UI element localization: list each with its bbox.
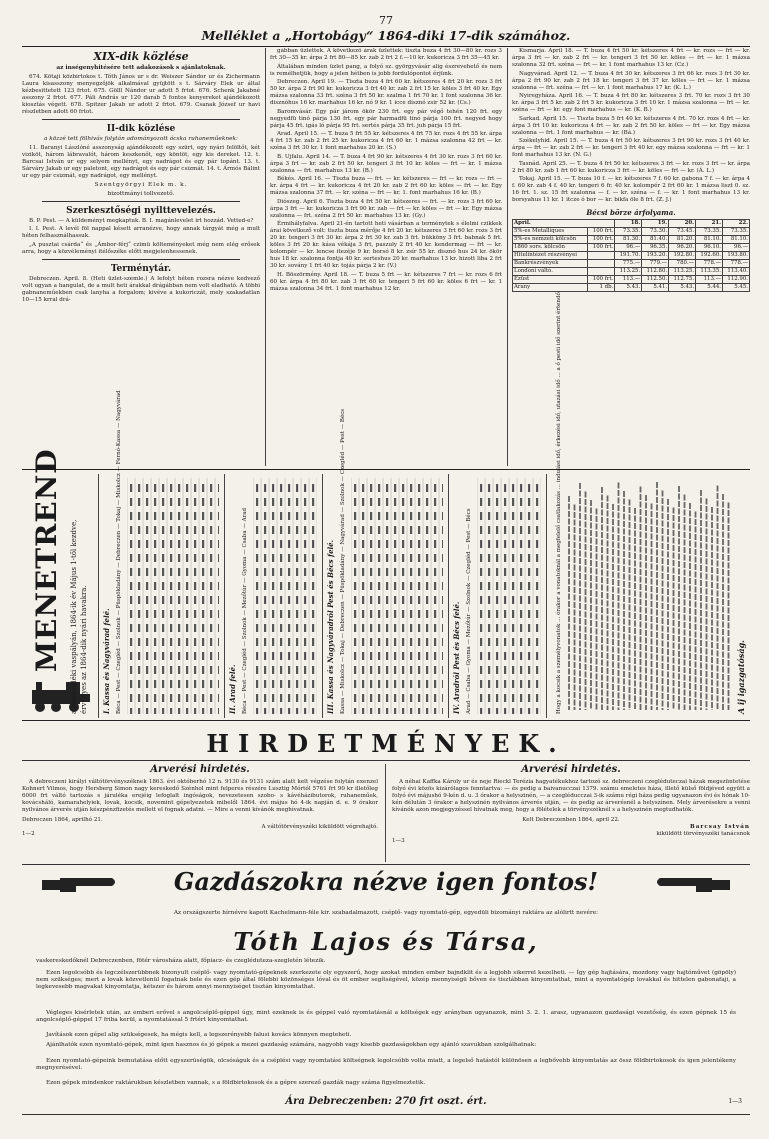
market-report-kismarja: Kismarja. April 18. — T. buza 4 frt 50 kr. kétszeres 4 frt — kr. rozs — frt — kr. árpa 3 frt — kr. zab 2 frt — kr. tengeri 3 frt 50 kr. köles — frt — kr. 1 mázsa szalonna 32 frt. széna — frt — kr. 1 font marhahus 13 kr. (Cz.) <box>512 48 750 68</box>
bourse-value: 81.40. <box>642 236 669 244</box>
thresher-ad-paragraph-2: Végleges kisérletek után, az emberi erővel s angolcséplő-géppel úgy, mint ezeknek is és géppel való nyomtatásnál a költségek egy arányban ugyanazok, mint 3. 2. 1. arasz, ugyanazon gazdasági vezetőség, és ezen gépnek 15 és angolcséplő-géppel 17 friba kerül, a nyomtatással 5 frtért kinyomtathat. <box>36 1010 736 1024</box>
bourse-value: 5.45. <box>723 284 750 292</box>
market-report-arad: Arad. April 15. — T. buza 5 frt 55 kr. kétszeres 4 frt 75 kr. rozs 4 frt 55 kr. árpa 4 frt 15 kr. zab 2 frt 25 kr. kukoricza 4 frt 60 kr. 1 mázsa szalonna 42 frt — kr. széna 3 frt 30 kr. 1 font marhahus 20 kr. (S.) <box>270 131 502 151</box>
market-report-tokaj: Tokaj. April 15. — T. buza 10 f. — kr. kétszeres 7 f. 60 kr. gabona 7 f. — kr. árpa 4 f. 60 kr. zab 4 f. 40 kr. tengeri 6 fr. 40 kr. kolompér 2 frt 60 kr. 1 mázsa liszt 0. sz. 16 frt. 1. sz. 15 frt szalonna — f. — kr. széna — f. — kr. 1 font marhahus 13 kr. borsyahus 11 kr. 1 itcze ó bor — kr. bikfa öle 8 frt. (Z. J.) <box>512 176 750 203</box>
thresher-ad-paragraph-4: Ajánlhatók ezen nyomtató-gépek, mint igen hasznos és jó gépek a mezei gazdaság számára, nagyobb vagy kisebb gazdaságokban egy ajánló szavukban szolgálhatnak: <box>46 1042 537 1048</box>
column-1 <box>22 48 260 466</box>
thresher-ad-intro: Az országszerte hírnévre kapott Kachelmann-féle kir. szabadalmazott, cséplő- vagy nyomtató-gép, egyedüli bizományi raktára az alólirtt nevére: <box>173 910 599 916</box>
bourse-row-nominal <box>588 252 615 260</box>
thresher-ad-paragraph-1: Ezen legolcsóbb és legczélszerübbnek bizonyult cséplő- vagy nyomtató-gépeknek szerkezete oly egyszerű, hogy azokat minden ember bajndklit és a legjobb sikerrel kezelheti. — Így gép hajtására, mozdony vagy hajtóművet (göpöly) nem szükséges; mert a lovak közvetlenül fogatnak bele és ezen gép által fölebbi közönséges lóval és öt ember segítségével, közép mennyiségü bőven és tisztábban kinyomtathat, mint a nyomtatógép lovakkal és hittelen gabonafaji, a legkevesebb magvakat kinyomtatja, kétszer és három annyi mennyiséget tisztán kinyomtathat. <box>36 970 736 991</box>
bourse-value: 81.10. <box>696 236 723 244</box>
bourse-row-label: Ezüst <box>513 276 588 284</box>
bourse-value: 112.50. <box>642 276 669 284</box>
firm-name: Tóth Lajos és Társa, <box>233 927 539 956</box>
market-report-boszormeny: H. Böszörmény. April 18. — T. buza 5 frt — kr. kétszeres 7 frt — kr. rozs 6 frt 60 kr. árpa 4 frt 80 kr. zab 3 frt 60 kr. tengeri 5 frt 60 kr. köles 6 frt — kr. 1 mázsa szalonna 34 frt. 1 font marhahus 12 kr. <box>270 271 502 292</box>
bourse-value: 191.70. <box>615 252 642 260</box>
column-rule <box>507 48 508 466</box>
bourse-value: 73.35. <box>696 228 723 236</box>
timetable-grid <box>127 478 219 714</box>
bourse-row-label: Bankrészvények <box>513 260 588 268</box>
bourse-row <box>513 236 750 244</box>
firm-address: vaskereskedőknél Debreczenben, fötér városháza alatt, főpiacz- és czegléduteza-szegletén létezik. <box>36 958 326 964</box>
timetable-block-stations: Béca — Pest — Czegléd — Szolnok — Mezőtúr — Gyoma — Csaba — Arad <box>242 507 248 714</box>
auction-notice-body: A néhai Kaffka Károly ur és neje Rieckl Terézia hagyatékukhoz tartozó sz. debreczeni czegléduteczai házak megszüntetése folyó évi közös kizárólagos fenntartva: — és pedig a baivanucczai 1379. számu emeletes háza, illető külső földjéved együtt a folyó évi májushó 9-kén d. u. 3 órakor a helyszinén, — a czegléducczai 3-ik számu régi háza pedig ugyanazon évi és hónak 10-kén délután 3 órakor a helyszinén nyilvános árverés utján, — és pedig az árverésnél a helyszínen. Mely árverésekre a venni kívánók azon megjegyzéssel hívatnak meg, hogy a fölételek a törvényszéknél s a helyszinén megtudhatók. <box>392 779 750 813</box>
bourse-row-nominal: 100 frt. <box>588 276 615 284</box>
timetable-block-3 <box>322 408 446 718</box>
running-head: Melléklet a „Hortobágy“ 1864-diki 17-dik számához. <box>22 28 750 47</box>
letters-paragraph-3: „A pusztai csárda“ és „Ámbor-férj“ czimü költeményeket még nem elég erősek arra, hogy a közvéleményi itélőszéke előtt megjelenhessenek. <box>22 241 260 255</box>
page-number: 77 <box>379 14 393 27</box>
auction-notice-1 <box>22 764 378 862</box>
timetable-block-stations: Béca — Pest — Czegléd — Szolnok — Püspökladány — Debreczen — Tokaj — Miskolcz — Fernó-Kassa — Nagyvárad <box>116 390 122 714</box>
auction-notice-ref: 1—2 <box>22 831 35 837</box>
timetable-subtitle-2: érvényes az 1864-dik nyári havakra. <box>80 585 88 714</box>
bourse-row-nominal <box>588 268 615 276</box>
bourse-value: 779.— <box>642 260 669 268</box>
timetable-title: MENETREND <box>30 448 63 672</box>
bourse-row-nominal: 100 frt. <box>588 236 615 244</box>
section-title-market: Terménytár. <box>110 263 172 274</box>
bourse-value: 96.35. <box>642 244 669 252</box>
column-3 <box>512 48 750 466</box>
timetable-grid <box>477 478 541 714</box>
letters-paragraph-1: B. P. Pest. — A küldeményt megkaptuk. B. I. magánlevelet irt hozzád. Vetted-e? <box>29 217 254 224</box>
bourse-header-label: April. <box>513 220 615 228</box>
section-title-donations: XIX-dik közlése <box>93 50 189 63</box>
auction-notice-body: A debreczeni királyi váltótörvényszéknek 1863. évi októberhó 12 n. 9130 és 9131 szám alatt kelt végzése folytán exenzel Kohnert Vilmos, hogy Hersberg Simon nagy kereskedő Szénhol mint felperes részére Lusztig Mórtól 5761 frt 90 kr illetőleg 6000 frt váltó tartozás s járuléka erejéig lefoglalt ingóságok, nevezetesen szobo- s kávéházibutorok, ruhaneműek, kovácsháló, kamarahelyiek, lovak, kocsik, novemint gépelyezetek mibelől 1864. évi május hó 4-ik napján d. e. 9 órakor nyilvános árverés utján készpénzfizetés mellett el fognak adatni. — Mire a venni kívánók meghívatnak. <box>22 779 378 813</box>
bourse-value: 73.35. <box>723 228 750 236</box>
bourse-value: 113.40. <box>723 268 750 276</box>
bourse-date: 19. <box>642 220 669 228</box>
timetable-subtitle-1: a tiszavidéki vaspályán, 1864-ik év Május 1-től kezdve, <box>70 519 78 714</box>
bourse-row <box>513 268 750 276</box>
bourse-row-label: Londoni váltó. <box>513 268 588 276</box>
bourse-date: 22. <box>723 220 750 228</box>
timetable-block-stations: Arad — Csaba — Gyoma — Mezőtúr — Szolnok — Czegléd — Pest — Bécs <box>466 508 472 714</box>
timetable-block-1 <box>98 390 222 718</box>
auction-notice-signer-role: kiküldött törvényszéki tanácsnok <box>656 831 750 837</box>
auction-notice-title: Árverési hirdetés. <box>150 764 250 775</box>
section-subtitle-clothing: a közzé tett fölhivás folytán adományozott ócska ruhaneműeknek: <box>43 136 239 142</box>
bourse-value: 73.35. <box>615 228 642 236</box>
letters-paragraph-2: I. I. Pest. A levél föl nappal késett arranézve, hogy annak tárgyát még a mult héten felhasználhassuk. <box>22 226 260 239</box>
auction-notice-footer <box>22 817 378 824</box>
thresher-price: Ára Debreczenben: 270 frt oszt. ért. <box>285 1096 487 1107</box>
bourse-value: 112.90. <box>723 276 750 284</box>
thresher-ad-ref: 1—3 <box>728 1098 742 1105</box>
bourse-value: 5.44. <box>696 284 723 292</box>
timetable-block-stations: Kassa — Miskolcz — Tokaj — Debreczen — Püspökladány — Nagyvárad — Szolnok — Czegléd — Pest — Bécs <box>340 408 346 714</box>
auction-notice-2 <box>392 764 750 862</box>
market-report-bujfalu: B. Ujfalu. April 14. — T. buza 4 frt 90 kr. kétszeres 4 frt 30 kr. rozs 3 frt 60 kr. árpa 3 frt — kr. zab 2 frt 50 kr. tengeri 3 frt 10 kr. köles — frt — kr. 1 mázsa szalonna — frt. marhahus 13 kr. (B.) <box>270 153 502 174</box>
section-title-letters: Szerkesztőségi nyilttevelezés. <box>66 205 216 216</box>
market-report-nagyvarad: Nagyvárad. April 12. — T. buza 4 frt 30 kr. kétszeres 3 frt 66 kr. rozs 3 frt 30 kr. árpa 2 frt 90 kr. zab 2 frt 18 kr. tengeri 3 frt 37 kr. köles — frt — kr. 1 mázsa szalonna — frt. széna — frt — kr. 1 font marhahus 17 kr. (K. L.) <box>512 70 750 91</box>
bourse-value: 96.20. <box>669 244 696 252</box>
market-report-livestock: Baromvásár. Egy pár járom ökör 230 frt. egy pár végő tehén 120 frt. egy negyedfü tinó párja 130 frt. egy pár harmadfü tinó párja 100 frt. negyed hogy párja 45 frt. igás ló párja 95 frt. sertés párja 35 frt. juh párja 15 frt. <box>270 108 502 129</box>
divider <box>22 1114 750 1115</box>
market-report-tasnad: Tasnád. April 25. — T. buza 4 frt 50 kr. kétszeres 3 frt — kr. rozs 3 frt — kr. árpa 2 frt 80 kr. zab 1 frt 60 kr. kukoricza 3 frt — kr. köles — frt — kr. (Á. L.) <box>512 160 750 174</box>
donations-paragraph: 674. Kötaji közbirtokos t. Tóth János ur s dr. Weiszer Sándor ur és Zichermann Laura kisasszony menyegzőjök alkalmával gyüjtött s t. Sárváry Elek ur által kézbesittetett 123 frtot. 675. Gölll Nándor ur adott 5 frtot. 676. Schenk Jakabné asszony 2 frtot. 677. Páli András ur 120 darab 5 fontos kenyereket ajándékozott kiosztás végett. 678. Spitzer Jakab ur adott 2 frtot. 679. Csanak József ur havi részletben adott 60 frtot. <box>22 74 260 115</box>
bourse-value: 5.43. <box>669 284 696 292</box>
bourse-value: 113.25. <box>669 268 696 276</box>
bourse-value: 96.10. <box>696 244 723 252</box>
divider <box>42 201 240 202</box>
divider <box>22 864 750 865</box>
column-rule <box>385 764 386 862</box>
bourse-value: 775.— <box>615 260 642 268</box>
bourse-date: 21. <box>696 220 723 228</box>
bourse-value: 5.41. <box>642 284 669 292</box>
bourse-value: 5.43. <box>615 284 642 292</box>
market-paragraph-general: Általában minden üzlet pang, a folyó sz. györgyvásár alig észrevehető és nem is remélhetjük, hogy a jelen hétben is jobb fordulópontot érjünk. <box>270 63 502 77</box>
bourse-row <box>513 244 750 252</box>
bourse-row <box>513 276 750 284</box>
bourse-value: 193.20. <box>642 252 669 260</box>
timetable-notes-text: Hogy a kocsik a személyvonatok ... órakor a vonatoknál a megfelelő csatlakozás ... indulási idő, érkezési idő, utazási idő ... a ő pesti idő szerint értendő. <box>556 290 562 714</box>
divider <box>22 760 750 761</box>
bourse-value: 778.— <box>723 260 750 268</box>
bourse-row-label: 5%-es Metalliques <box>513 228 588 236</box>
timetable-block-title: II. Arad felé. <box>228 664 237 714</box>
bourse-value: 780.— <box>669 260 696 268</box>
bourse-value: 113.— <box>615 276 642 284</box>
pointing-hand-left-icon <box>652 872 730 896</box>
thresher-ad-paragraph-6: Ezen gépek mindenkor raktárukban készletben vannak, s a földbirtokosok és a gépre szerező gazdák nagy száma figyelmeztetik. <box>46 1080 426 1086</box>
timetable-block-title: I. Kassa és Nagyvárad felé. <box>102 608 111 714</box>
bourse-value: 96.— <box>615 244 642 252</box>
section-title-clothing: II-dik közlése <box>106 124 176 134</box>
auction-notice-date: Kelt Debreczenben 1864, april 22. <box>522 817 620 823</box>
bourse-value: 192.60. <box>696 252 723 260</box>
bourse-value: 113.35. <box>696 268 723 276</box>
market-paragraph-cont: gábban üzlettek. A következő árak üzlettek: tiszta buza 4 frt 30—80 kr. rozs 3 frt 30—35 kr. árpa 2 frt 80—85 kr. zab 2 frt 2 f.—10 kr. kukoricza 3 frt 35—45 kr. <box>270 48 502 61</box>
bourse-value: 81.10. <box>723 236 750 244</box>
bourse-row-nominal: 100 frt. <box>588 228 615 236</box>
bourse-row <box>513 260 750 268</box>
section-subtitle-donations: az inségenyhitésére tett adakozások s ajánlatoknak. <box>56 65 226 71</box>
announcements-title: HIRDETMÉNYEK. <box>206 729 566 758</box>
bourse-row-label: Hitelintézet részvényei <box>513 252 588 260</box>
bourse-value: 112.75. <box>669 276 696 284</box>
timetable-section <box>22 290 750 721</box>
market-report-dioszeg: Diószeg. April 6. Tiszta buza 4 frt 50 kr. kétszeres — frt. — kr. rozs 3 frt 60 kr. árpa 3 frt — kr. kukoricza 3 frt 90 kr. zab — frt — kr. köles — frt — kr. Egy mázsa szalonna — frt. széna 2 frt 50 kr. marhahus 13 kr. (Gy.) <box>270 198 502 219</box>
thresher-ad-title: Gazdászokra nézve igen fontos! <box>173 867 599 896</box>
bourse-value: 113.— <box>696 276 723 284</box>
bourse-title: Bécsi börze árfolyama. <box>586 208 676 217</box>
divider <box>42 259 240 260</box>
bourse-value: 112.80. <box>642 268 669 276</box>
timetable-grid <box>351 478 443 714</box>
timetable-block-4 <box>448 474 544 718</box>
bourse-value: 73.45. <box>669 228 696 236</box>
thresher-ad-paragraph-5: Ezen nyomtató-gépeink bemutatása előtt egyszerüségök, olcsóságuk és a cséplési vagy nyomtatási költségnek legolcsóbb volta miatt, a legelső hatástól különösen a legbővebb kinyomtatás az össz földbirtokosok és igen jelentékeny megnyerésével. <box>36 1058 736 1072</box>
timetable-notes-title: A ij igazgatóság. <box>736 640 746 714</box>
market-report-bekes: Békés. April 16. — Tiszta buza — frt. — kr. kétszeres — frt — kr. rozs — frt — kr. árpa 4 frt — kr. kukoricza 4 frt 20 kr. zab 2 frt 60 kr. köles — frt — kr. Egy mázsa szalonna 37 frt. — kr. széna — frt — kr. 1. font marhahus 16 kr. (B.) <box>270 176 502 196</box>
clothing-paragraph: 11. Baranyi Lászlóné asszonyság ajándékozott egy szürt, egy nyári felöltőt, két viziköt, három lábravalót, három keszkenőt, egy köntöt, egy kis dereket. 12. t. Barcsai István ur egy selyem mellényt, egy nadrágot és egy pár topánt. 13. t. Sárváry Jakab ur egy paletont, egy nadrágot és egy pár csizmát. 14. t. Ármós Bálint ur egy pár csizmát, egy nadrágot, egy mellényt. <box>22 145 260 179</box>
pointing-hand-right-icon <box>42 872 120 896</box>
market-report-debreczen: Debreczen. April 19. — Tiszta buza 4 frt 60 kr. kétszeres 4 frt 20 kr. rozs 3 frt 50 kr. árpa 2 frt 90 kr. kukoricza 3 frt 40 kr. zab 2 frt 15 kr. köles 3 frt 40 kr. Egy mázsa szalonna 33 frt. széna 3 frt 50 kr. szalma 1 frt 70 kr. 1 font szalonna 36 kr. disznóhus 16 kr. marhahus 16 kr. nó 9 kr. 1 icce disznó zsir 52 kr. (Cs.) <box>270 79 502 106</box>
timetable-notes <box>546 290 750 718</box>
bourse-row <box>513 228 750 236</box>
bourse-value: 73.30. <box>642 228 669 236</box>
market-report-sarkad: Sarkad. April 15. — Tiszta buza 5 frt 40 kr. kétszeres 4 frt. 70 kr. rozs 4 frt — kr. árpa 3 frt 10 kr. kukoricza 4 frt — kr. zab 2 frt 50 kr. köles — frt — kr. Egy mázsa szalonna — frt. 1 font marhahus — kr. (Bá.) <box>512 115 750 136</box>
timetable-block-title: III. Kassa és Nagyváradról Pest és Bécs felé. <box>326 539 335 714</box>
market-report-ermihalyfalva: Érmihályfalva. April 21-én tartott heti vásárban a terménytek s élelmi czikkek árai következő volt: tiszta buza mérője 4 frt 20 kr. kétszeres 3 frt 60 kr. rozs 3 frt 20 kr. tengeri 3 frt 30 kr. árpa 2 frt 30 kr. zab 3 frt. bükköny 3 frt. babnak 5 frt. köles 3 frt 20 kr. kása vékája 3 frt, paszuly 2 frt 40 kr. kendermag — frt — kr. kolompér — kr. lencse itezéje 9 kr. borsó 8 kr. zsír 55 kr. disznó hus 24 kr. ökör hus 18 kr. szalonna fontja 40 kr. serteshus 20 kr. marhahus 13 kr. hizott liba 2 frt 30 kr. sovány 1 frt 40 kr. tojás párja 2 kr. (V.) <box>270 221 502 269</box>
market-report-szekelyhid: Székelyhid. April 15. — T. buza 4 frt 50 kr. kétszeres 3 frt 90 kr. rozs 3 frt 40 kr. árpa — frt — kr. zab 2 frt — kr. tengeri 3 frt 40 kr. egy mázsa szalonna — frt — kr. 1 font marhahus 13 kr. (N. G.) <box>512 138 750 158</box>
divider <box>42 119 240 120</box>
timetable-block-2 <box>224 474 320 718</box>
bourse-value: 192.80. <box>669 252 696 260</box>
bourse-row <box>513 284 750 292</box>
bourse-row-label: 1860 sors. kölcsön <box>513 244 588 252</box>
signature-role: bizottmányi tollvezető. <box>107 190 175 197</box>
bourse-value: 193.80. <box>723 252 750 260</box>
timetable-grid <box>253 478 317 714</box>
bourse-row-label: 5%-es nemzeti kölcsön <box>513 236 588 244</box>
auction-notice-ref: 1—3 <box>392 838 405 844</box>
auction-notice-title: Árverési hirdetés. <box>521 764 621 775</box>
column-rule <box>265 48 266 466</box>
auction-notice-date: Debreczen 1864, aprilhó 21. <box>22 817 103 823</box>
bourse-value: 96.— <box>723 244 750 252</box>
bourse-row-nominal: 100 frt. <box>588 244 615 252</box>
bourse-row-label: Arany <box>513 284 588 292</box>
bourse-value: 81.30. <box>615 236 642 244</box>
bourse-date: 20. <box>669 220 696 228</box>
bourse-value: 778.— <box>696 260 723 268</box>
column-2 <box>270 48 502 466</box>
bourse-value: 113.25. <box>615 268 642 276</box>
market-report-nyiregyhaza: Nyiregyháza. April 16. — T. buza 4 frt 80 kr. kétszeres 3 frt. 70 kr. rozs 3 frt 30 kr. árpa 3 frt 5 kr. zab 2 frt 5 kr. kukoricza 3 frt 10 kr. 1 mázsa szalonna — frt — kr. széna — frt — kr. egy font marhahus — kr. (K. B.) <box>512 93 750 113</box>
bourse-table <box>512 219 750 292</box>
bourse-row-nominal: 1 db. <box>588 284 615 292</box>
timetable-notes-lines <box>567 478 731 714</box>
thresher-ad-header <box>22 866 750 906</box>
bourse-date: 18. <box>615 220 642 228</box>
bourse-row <box>513 252 750 260</box>
market-paragraph: Debreczen. April. 8. (Heti üzlet-szemle.) A lefolyt héten rozsra nézve kedvező volt ugyan a hangulat, de a mult heti árakkal drágábban nem volt eladható. A többi gabnaneműekben csak lanyha a forgalom; kivéve a kukoriczát, mely szakadatlan 10—15 krral drá- <box>22 275 260 303</box>
auction-notice-signer: A váltótörvényszéki kiküldött végrehajtó. <box>261 824 378 830</box>
timetable-block-title: IV. Aradról Pest és Bécs felé. <box>452 601 461 714</box>
bourse-value: 81.20. <box>669 236 696 244</box>
newspaper-page <box>22 14 750 1124</box>
thresher-ad-paragraph-3: Javítások ezen gépel alig szükségesek, ha mégis kell, a legszerényebb falusi kovács könnyen megteheti. <box>46 1032 352 1038</box>
signature: Szentgyörgyi Elek m. k. <box>94 181 188 188</box>
bourse-row-nominal <box>588 260 615 268</box>
auction-notice-signer: Barcsay István <box>690 824 750 830</box>
